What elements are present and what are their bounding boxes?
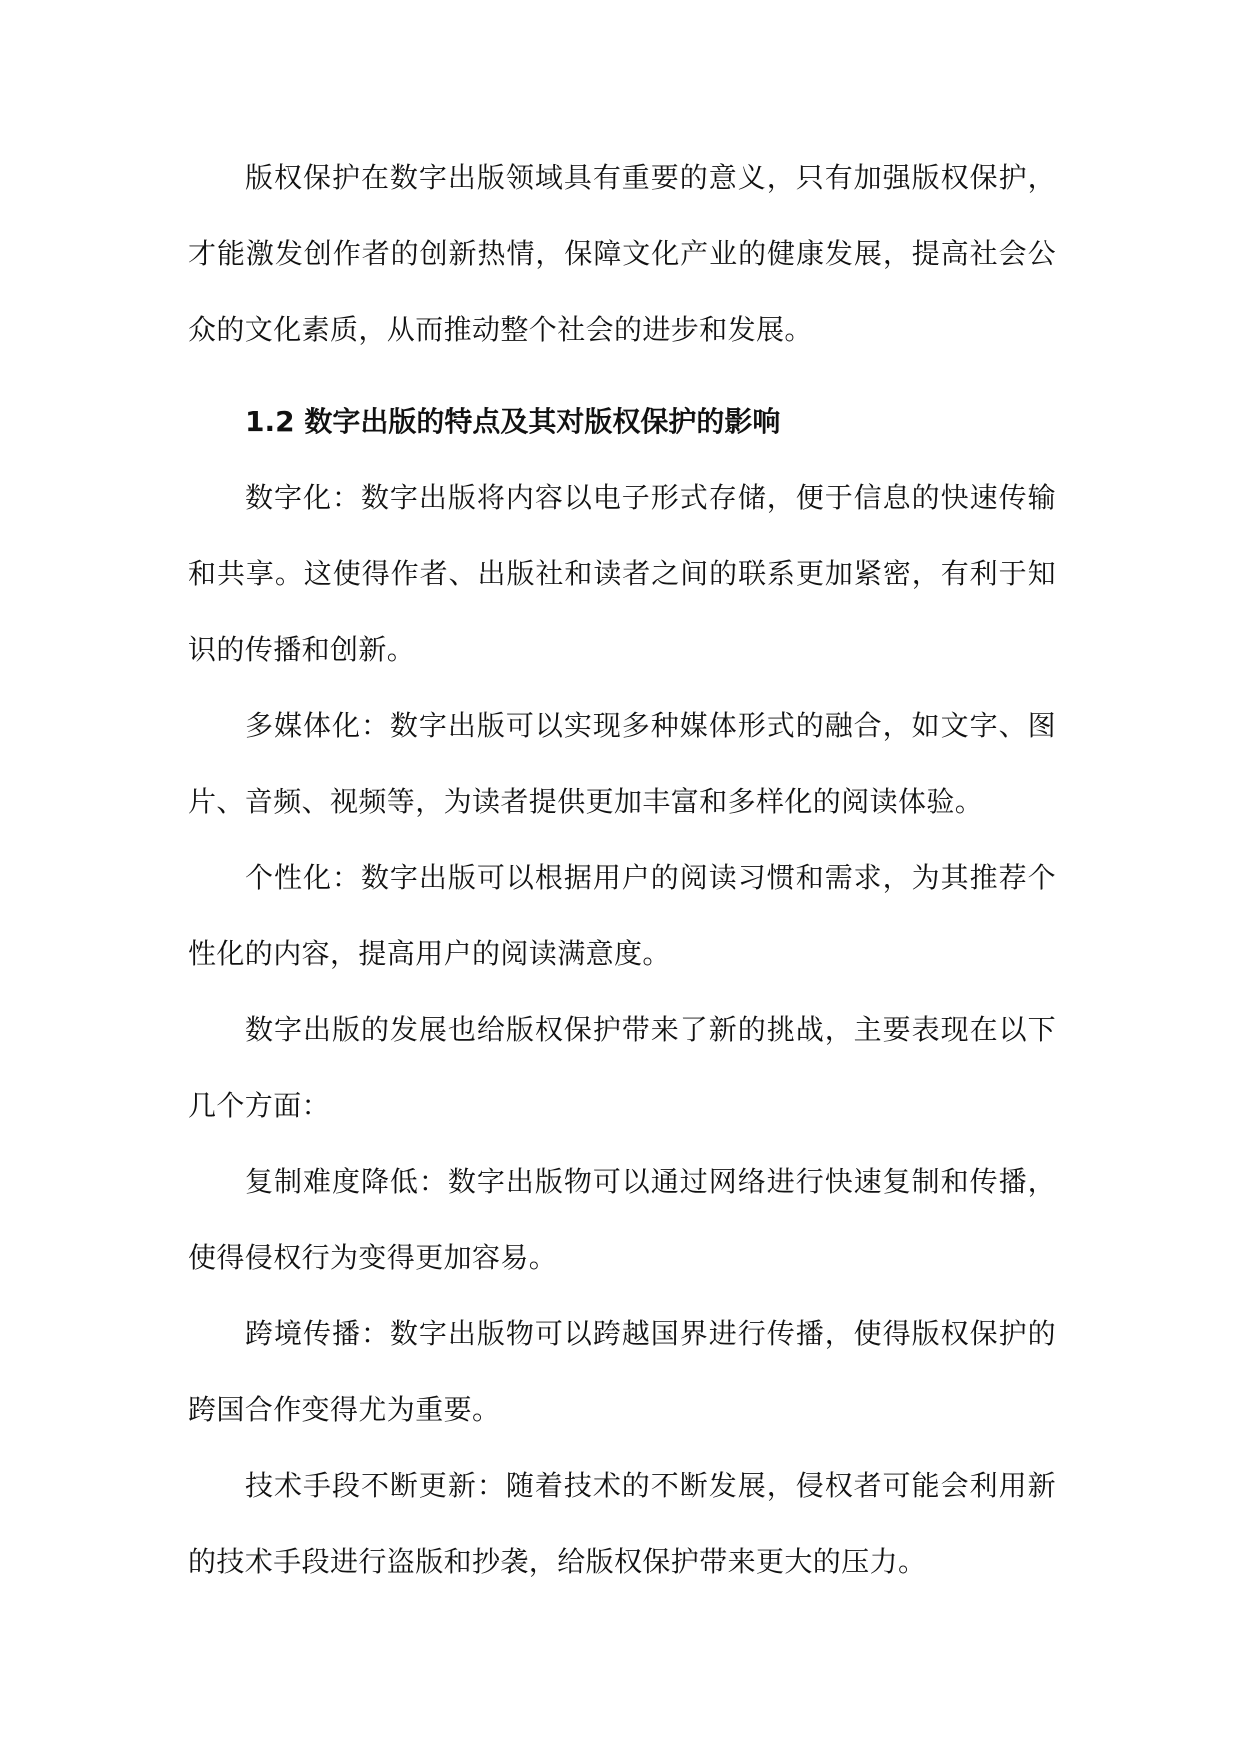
paragraph-personalization: 个性化：数字出版可以根据用户的阅读习惯和需求，为其推荐个性化的内容，提高用户的阅读满意度。	[188, 861, 1056, 970]
paragraph-challenges-intro: 数字出版的发展也给版权保护带来了新的挑战，主要表现在以下几个方面：	[188, 1013, 1056, 1122]
paragraph-digitization: 数字化：数字出版将内容以电子形式存储，便于信息的快速传输和共享。这使得作者、出版社和读者之间的联系更加紧密，有利于知识的传播和创新。	[188, 481, 1056, 666]
intro-paragraph: 版权保护在数字出版领域具有重要的意义，只有加强版权保护，才能激发创作者的创新热情，保障文化产业的健康发展，提高社会公众的文化素质，从而推动整个社会的进步和发展。	[188, 161, 1056, 346]
paragraph-technology: 技术手段不断更新：随着技术的不断发展，侵权者可能会利用新的技术手段进行盗版和抄袭，给版权保护带来更大的压力。	[188, 1469, 1056, 1578]
paragraph-multimedia: 多媒体化：数字出版可以实现多种媒体形式的融合，如文字、图片、音频、视频等，为读者提供更加丰富和多样化的阅读体验。	[188, 709, 1056, 818]
paragraph-cross-border: 跨境传播：数字出版物可以跨越国界进行传播，使得版权保护的跨国合作变得尤为重要。	[188, 1317, 1056, 1426]
paragraph-copy-difficulty: 复制难度降低：数字出版物可以通过网络进行快速复制和传播，使得侵权行为变得更加容易。	[188, 1165, 1056, 1274]
document-page	[188, 140, 1056, 1600]
section-heading: 1.2 数字出版的特点及其对版权保护的影响	[245, 405, 781, 438]
